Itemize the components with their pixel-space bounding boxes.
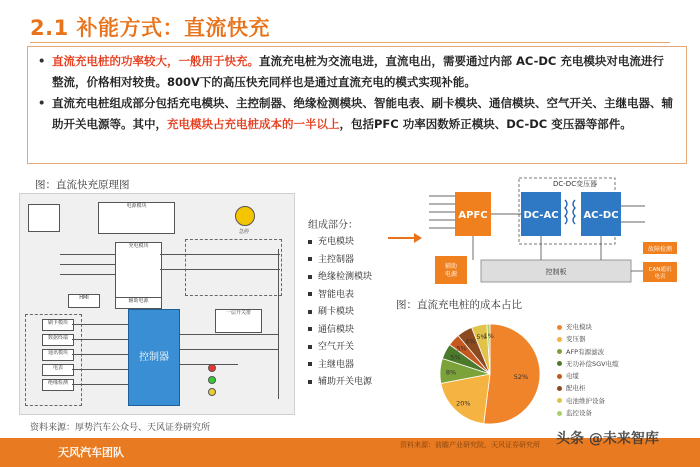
component-item: 空气开关 bbox=[308, 339, 372, 357]
indicator-yellow-icon bbox=[208, 388, 216, 396]
indicator-green-icon bbox=[208, 376, 216, 384]
components-title: 组成部分： bbox=[308, 220, 358, 231]
bullet-1-highlight: 直流充电桩的功率较大，一般用于快充。 bbox=[52, 54, 259, 68]
apfc-label: APFC bbox=[458, 210, 488, 221]
control-board-label: 控制板 bbox=[545, 268, 567, 276]
dashed-region bbox=[185, 239, 282, 296]
wire bbox=[72, 324, 128, 325]
controller-block: 控制器 bbox=[128, 309, 180, 406]
arrow-head-icon bbox=[414, 233, 422, 243]
legend-item: 配电柜 bbox=[557, 382, 619, 394]
pie-slice-label: 52% bbox=[513, 372, 529, 381]
footer-source: 资料来源：前瞻产业研究院、天风证券研究所 bbox=[400, 441, 540, 449]
diagram-label: HMI bbox=[68, 294, 100, 308]
aux-power-block bbox=[435, 256, 467, 284]
wire bbox=[72, 369, 128, 370]
aux-power-label: 辅助电源 bbox=[444, 263, 458, 278]
bullet-dot: • bbox=[38, 54, 46, 68]
bullet-1 bbox=[38, 51, 674, 93]
charging-module-block-diagram bbox=[425, 176, 690, 294]
diagram-label: 数据终端 bbox=[42, 334, 74, 346]
wire bbox=[160, 269, 280, 270]
diagram-label: 电源模块 bbox=[98, 202, 175, 234]
diagram-label: 一层开关排 bbox=[215, 309, 262, 333]
legend-item: 充电模块 bbox=[557, 321, 619, 333]
wire bbox=[72, 384, 128, 385]
title-divider bbox=[30, 42, 670, 43]
indicator-red-icon bbox=[208, 364, 216, 372]
bullet-dot: • bbox=[38, 96, 46, 110]
wire bbox=[60, 264, 115, 265]
diagram-label: 急停 bbox=[238, 229, 249, 235]
legend-item: 变压器 bbox=[557, 333, 619, 345]
components-list bbox=[308, 234, 372, 392]
pie-figure-caption: 图：直流充电桩的成本占比 bbox=[396, 299, 522, 311]
left-source: 资料来源：厚势汽车公众号、天风证券研究所 bbox=[30, 423, 211, 433]
legend-item: AFP有源滤波 bbox=[557, 346, 619, 358]
component-item: 主继电器 bbox=[308, 357, 372, 375]
pie-slice-label: 5% bbox=[476, 332, 487, 341]
wire bbox=[178, 349, 278, 350]
dc-fast-charge-schematic bbox=[19, 193, 295, 415]
bullet-2 bbox=[38, 93, 674, 135]
transformer-coil-icon bbox=[565, 200, 575, 224]
acdc-label: AC-DC bbox=[583, 210, 619, 221]
emergency-stop-icon bbox=[235, 206, 255, 226]
bullet-2-pre: 直流充电桩组成部分包括充电模块、主控制器、绝缘检测模块、智能电表、刷卡模块、通信模块、空气开关、主继电器、辅助开关电源等。其中， bbox=[52, 96, 673, 131]
pie-slice-label: 5% bbox=[456, 344, 467, 353]
pie-slice-label: 8% bbox=[445, 368, 457, 377]
wire bbox=[60, 254, 115, 255]
component-item: 智能电表 bbox=[308, 287, 372, 305]
component-item: 主控制器 bbox=[308, 252, 372, 270]
wire bbox=[278, 249, 279, 399]
pie-slice-label: 5% bbox=[450, 353, 461, 362]
diagram-label: 充电模块 bbox=[115, 242, 162, 299]
wire bbox=[72, 339, 128, 340]
page-title: 2.1 补能方式：直流快充 bbox=[30, 16, 271, 40]
diagram-label: 刷卡模块 bbox=[42, 319, 74, 331]
cost-share-pie-chart bbox=[430, 318, 550, 430]
meter-box bbox=[28, 204, 60, 232]
diagram-label: 电表 bbox=[42, 364, 74, 376]
dcac-label: DC-AC bbox=[523, 210, 559, 221]
bullet-2-highlight: 充电模块占充电桩成本的一半以上 bbox=[167, 117, 340, 131]
legend-item: 电池维护设备 bbox=[557, 395, 619, 407]
pie-slice-label: 20% bbox=[456, 399, 471, 408]
bullet-1-text: 直流充电桩为交流电进，直流电出，需要通过内部 AC-DC 充电模块对电流进行整流，价格相对较贵。800V下的高压快充同样也是通过直流充电的模式实现补能。 bbox=[52, 54, 664, 89]
wire bbox=[60, 274, 115, 275]
pie-slice-label: 1% bbox=[483, 332, 494, 341]
summary-box bbox=[27, 46, 687, 164]
wire bbox=[160, 254, 280, 255]
diagram-label: 绝缘检测 bbox=[42, 379, 74, 391]
bullet-2-post: ，包括PFC 功率因数矫正模块、DC-DC 变压器等部件。 bbox=[339, 117, 632, 131]
left-figure-caption: 图：直流快充原理图 bbox=[35, 179, 130, 191]
component-item: 绝缘检测模块 bbox=[308, 269, 372, 287]
component-item: 通信模块 bbox=[308, 322, 372, 340]
component-item: 刷卡模块 bbox=[308, 304, 372, 322]
can-label: CAN通讯电表 bbox=[648, 267, 672, 280]
protect-label: 故障检测 bbox=[647, 246, 673, 253]
diagram-label: 通讯模块 bbox=[42, 349, 74, 361]
pie-legend bbox=[557, 321, 619, 419]
dashed-region bbox=[25, 314, 82, 406]
legend-item: 无功补偿SGV电缆 bbox=[557, 358, 619, 370]
dcdc-label: DC-DC变压器 bbox=[553, 180, 598, 188]
input-lines bbox=[429, 196, 455, 228]
watermark: 头条 @未来智库 bbox=[556, 431, 659, 447]
component-item: 充电模块 bbox=[308, 234, 372, 252]
legend-item: 监控设备 bbox=[557, 407, 619, 419]
legend-item: 电缆 bbox=[557, 370, 619, 382]
wire bbox=[178, 334, 278, 335]
wire bbox=[72, 354, 128, 355]
diagram-label: 辅助电源 bbox=[115, 297, 162, 309]
component-item: 辅助开关电源 bbox=[308, 374, 372, 392]
footer-brand: 天风汽车团队 bbox=[58, 446, 124, 459]
pie-slice-label: 4% bbox=[464, 337, 476, 346]
